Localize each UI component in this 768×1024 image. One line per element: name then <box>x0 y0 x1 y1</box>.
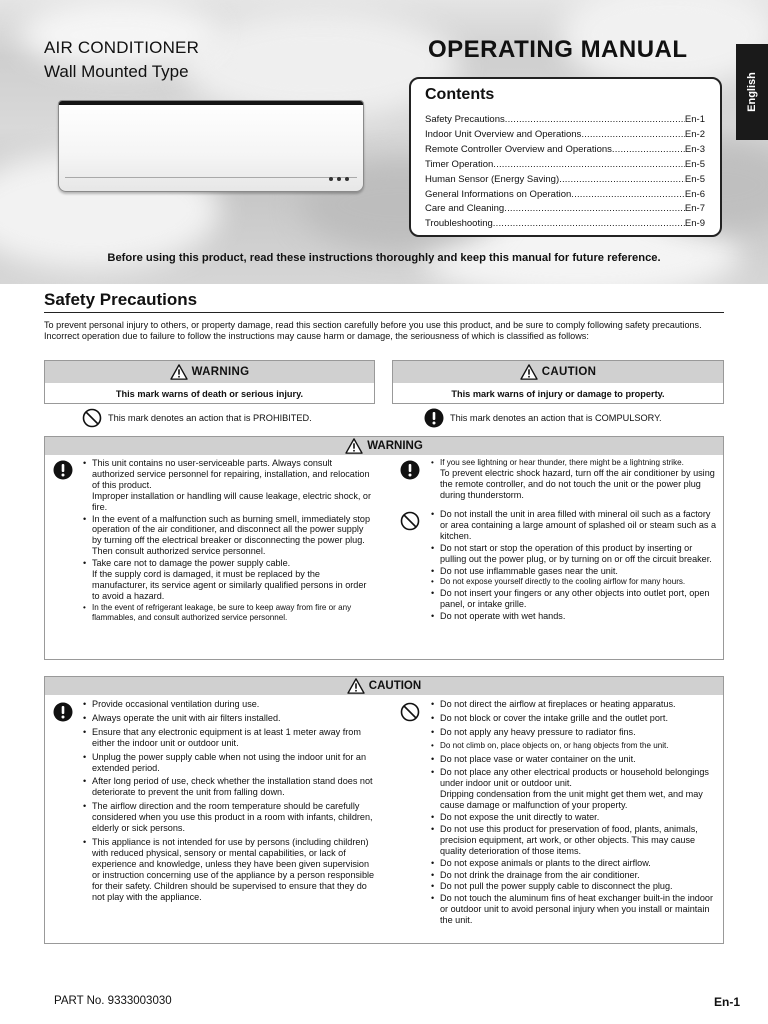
list-item: • Do not expose the unit directly to water. <box>431 812 721 823</box>
list-item: • Ensure that any electronic equipment is at least 1 meter away from either the indoor unit or outdoor unit. <box>83 727 375 749</box>
list-item: • Do not expose animals or plants to the direct airflow. <box>431 858 721 869</box>
list-item: • The airflow direction and the room temperature should be carefully considered when you use this product in a room with infants, children, elderly or sick persons. <box>83 801 375 834</box>
compulsory-icon <box>53 460 73 480</box>
cover-header <box>0 0 768 284</box>
product-type: Wall Mounted Type <box>44 62 189 81</box>
caution-triangle-icon <box>520 364 538 380</box>
toc-item[interactable]: Remote Controller Overview and Operations ..... En-3 <box>425 143 705 158</box>
list-item: • Do not apply any heavy pressure to radiator fins. <box>431 727 721 738</box>
list-item: • Do not touch the aluminum fins of heat exchanger built-in the indoor or outdoor unit to avoid personal injury when you install or maintain the unit. <box>431 893 721 926</box>
toc-item[interactable]: Troubleshooting ..... En-9 <box>425 217 705 232</box>
prohibited-icon <box>400 511 420 531</box>
compulsory-icon <box>53 702 73 722</box>
air-conditioner-illustration <box>58 100 364 192</box>
prohibited-legend: This mark denotes an action that is PROHIBITED. <box>82 408 312 428</box>
warning-panel: WARNING • This unit contains no user-serviceable parts. Always consult authorized service personnel for repairing, installation, and relocation of this product. Improper installation or handling will cause leakage, electric shock, or fire. • In the event of a malfunction such as burning smell, immediately stop operation of the air conditioner, and disconnect all the power supply by turning off the electrical breaker or disconnecting the power plug. Then consult authorized service personnel. • Take care not to damage the power supply cable. If the supply cord is damaged, it must be replaced by the manufacturer, its service agent or similarly qualified persons in order to avoid a hazard. • In the event of refrigerant leakage, be sure to keep away from fire or any flammables, and consult authorized service personnel. • If you see lightning or hear thunder, there might be a lightning strike. To prevent electric shock hazard, turn off the air conditioner by using the remote controller, and do not touch the unit or the power plug during thunderstorm. • Do not install the unit in area filled with mineral oil such as a factory or area containing a large amount of splashed oil or steam such as a kitchen. • Do not start or stop the operation of this product by inserting or pulling out the power plug, or by turning on or off the circuit breaker. • Do not use inflammable gases near the unit. • Do not expose yourself directly to the cooling airflow for many hours. • Do not insert your fingers or any other objects into outlet port, open panel, or intake grille. • Do not operate with wet hands. <box>44 436 724 660</box>
manual-title: OPERATING MANUAL <box>428 36 688 63</box>
toc-item[interactable]: Human Sensor (Energy Saving) ..... En-5 <box>425 173 705 188</box>
list-item: • This appliance is not intended for use by persons (including children) with reduced physical, sensory or mental capabilities, or lack of experience and knowledge, unless they have been given supervision or instruction concerning use of the appliance by a person responsible for their safety. Children should be supervised to ensure that they do not play with the appliance. <box>83 837 375 902</box>
toc-list <box>425 113 705 232</box>
contents-title: Contents <box>425 86 495 103</box>
warning-triangle-icon <box>170 364 188 380</box>
prohibited-icon <box>400 702 420 722</box>
warning-triangle-icon <box>345 438 363 454</box>
list-item: • Do not start or stop the operation of this product by inserting or pulling out the power plug, or by turning on or off the circuit breaker. <box>431 543 719 565</box>
warning-legend: WARNING This mark warns of death or serious injury. <box>44 360 375 404</box>
list-item: • Do not use inflammable gases near the unit. <box>431 566 719 577</box>
list-item: • Always operate the unit with air filters installed. <box>83 713 375 724</box>
toc-item[interactable]: Care and Cleaning ..... En-7 <box>425 202 705 217</box>
list-item: • Unplug the power supply cable when not using the indoor unit for an extended period. <box>83 752 375 774</box>
compulsory-legend: This mark denotes an action that is COMPULSORY. <box>424 408 662 428</box>
list-item: • If you see lightning or hear thunder, there might be a lightning strike. To prevent electric shock hazard, turn off the air conditioner by using the remote controller, and do not touch the unit or the power plug during thunderstorm. <box>431 458 719 501</box>
list-item: • This unit contains no user-serviceable parts. Always consult authorized service personnel for repairing, installation, and relocation of this product. Improper installation or handling will cause leakage, electric shock, or fire. <box>83 458 373 513</box>
divider <box>44 312 724 313</box>
list-item: • Provide occasional ventilation during use. <box>83 699 375 710</box>
cloud-graphic <box>20 0 220 70</box>
prohibited-icon <box>82 408 102 428</box>
contents-box <box>409 77 722 237</box>
list-item: • Take care not to damage the power supply cable. If the supply cord is damaged, it must be replaced by the manufacturer, its service agent or similarly qualified persons in order to avoid a hazard. <box>83 558 373 602</box>
toc-item[interactable]: General Informations on Operation ..... En-6 <box>425 188 705 203</box>
compulsory-icon <box>424 408 444 428</box>
list-item: • Do not block or cover the intake grille and the outlet port. <box>431 713 721 724</box>
warning-right-compulsory <box>431 458 719 502</box>
caution-right-column <box>431 699 721 927</box>
read-before-use-notice: Before using this product, read these instructions thoroughly and keep this manual for future reference. <box>107 252 661 264</box>
caution-left-column <box>83 699 375 903</box>
toc-item[interactable]: Indoor Unit Overview and Operations ..... En-2 <box>425 128 705 143</box>
warning-left-column <box>83 458 373 623</box>
list-item: • Do not climb on, place objects on, or hang objects from the unit. <box>431 741 721 751</box>
list-item: • Do not place vase or water container on the unit. <box>431 754 721 765</box>
list-item: • Do not expose yourself directly to the cooling airflow for many hours. <box>431 577 719 587</box>
list-item: • In the event of refrigerant leakage, be sure to keep away from fire or any flammables, and consult authorized service personnel. <box>83 603 373 623</box>
page-number: En-1 <box>714 995 741 1009</box>
list-item: • Do not install the unit in area filled with mineral oil such as a factory or area containing a large amount of splashed oil or steam such as a kitchen. <box>431 509 719 542</box>
list-item: • Do not place any other electrical products or household belongings under indoor unit or outdoor unit. Dripping condensation from the unit might get them wet, and may cause damage or malfunction of your property. <box>431 767 721 811</box>
list-item: • In the event of a malfunction such as burning smell, immediately stop operation of the air conditioner, and disconnect all the power supply by turning off the electrical breaker or disconnecting the power plug. Then consult authorized service personnel. <box>83 514 373 558</box>
list-item: • Do not direct the airflow at fireplaces or heating apparatus. <box>431 699 721 710</box>
caution-legend: CAUTION This mark warns of injury or damage to property. <box>392 360 724 404</box>
part-number: PART No. 9333003030 <box>54 995 172 1007</box>
list-item: • Do not pull the power supply cable to disconnect the plug. <box>431 881 721 892</box>
warning-right-prohibited <box>431 509 719 623</box>
safety-intro: To prevent personal injury to others, or property damage, read this section carefully before you use this product, and be sure to comply following safety precautions. Incorrect operation due to failure to follow the instructions may cause harm or damage, the seriousness of which is classified as follows: <box>44 320 702 342</box>
toc-item[interactable]: Timer Operation ..... En-5 <box>425 158 705 173</box>
caution-panel: CAUTION • Provide occasional ventilation during use. • Always operate the unit with air filters installed. • Ensure that any electronic equipment is at least 1 meter away from either the indoor unit or outdoor unit. • Unplug the power supply cable when not using the indoor unit for an extended period. • After long period of use, check whether the installation stand does not deteriorate to prevent the unit from falling down. • The airflow direction and the room temperature should be carefully considered when you use this product in a room with infants, children, elderly or sick persons. • This appliance is not intended for use by persons (including children) with reduced physical, sensory or mental capabilities, or lack of experience and knowledge, unless they have been given supervision or instruction concerning use of the appliance by a person responsible for their safety. Children should be supervised to ensure that they do not play with the appliance. • Do not direct the airflow at fireplaces or heating apparatus. • Do not block or cover the intake grille and the outlet port. • Do not apply any heavy pressure to radiator fins. • Do not climb on, place objects on, or hang objects from the unit. • Do not place vase or water container on the unit. • Do not place any other electrical products or household belongings under indoor unit or outdoor unit. Dripping condensation from the unit might get them wet, and may cause damage or malfunction of your property. • Do not expose the unit directly to water. • Do not use this product for preservation of food, plants, animals, precision equipment, art work, or other objects. This may cause quality deterioration of those items. • Do not expose animals or plants to the direct airflow. • Do not drink the drainage from the air conditioner. • Do not pull the power supply cable to disconnect the plug. • Do not touch the aluminum fins of heat exchanger built-in the indoor or outdoor unit to avoid personal injury when you install or maintain the unit. <box>44 676 724 944</box>
product-name: AIR CONDITIONER <box>44 38 200 57</box>
compulsory-icon <box>400 460 420 480</box>
list-item: • Do not operate with wet hands. <box>431 611 719 622</box>
caution-triangle-icon <box>347 678 365 694</box>
toc-item[interactable]: Safety Precautions ..... En-1 <box>425 113 705 128</box>
list-item: • Do not insert your fingers or any other objects into outlet port, open panel, or intake grille. <box>431 588 719 610</box>
list-item: • Do not drink the drainage from the air conditioner. <box>431 870 721 881</box>
list-item: • Do not use this product for preservation of food, plants, animals, precision equipment, art work, or other objects. This may cause quality deterioration of those items. <box>431 824 721 857</box>
list-item: • After long period of use, check whether the installation stand does not deteriorate to prevent the unit from falling down. <box>83 776 375 798</box>
language-tab: English <box>736 44 768 140</box>
section-heading: Safety Precautions <box>44 290 198 309</box>
